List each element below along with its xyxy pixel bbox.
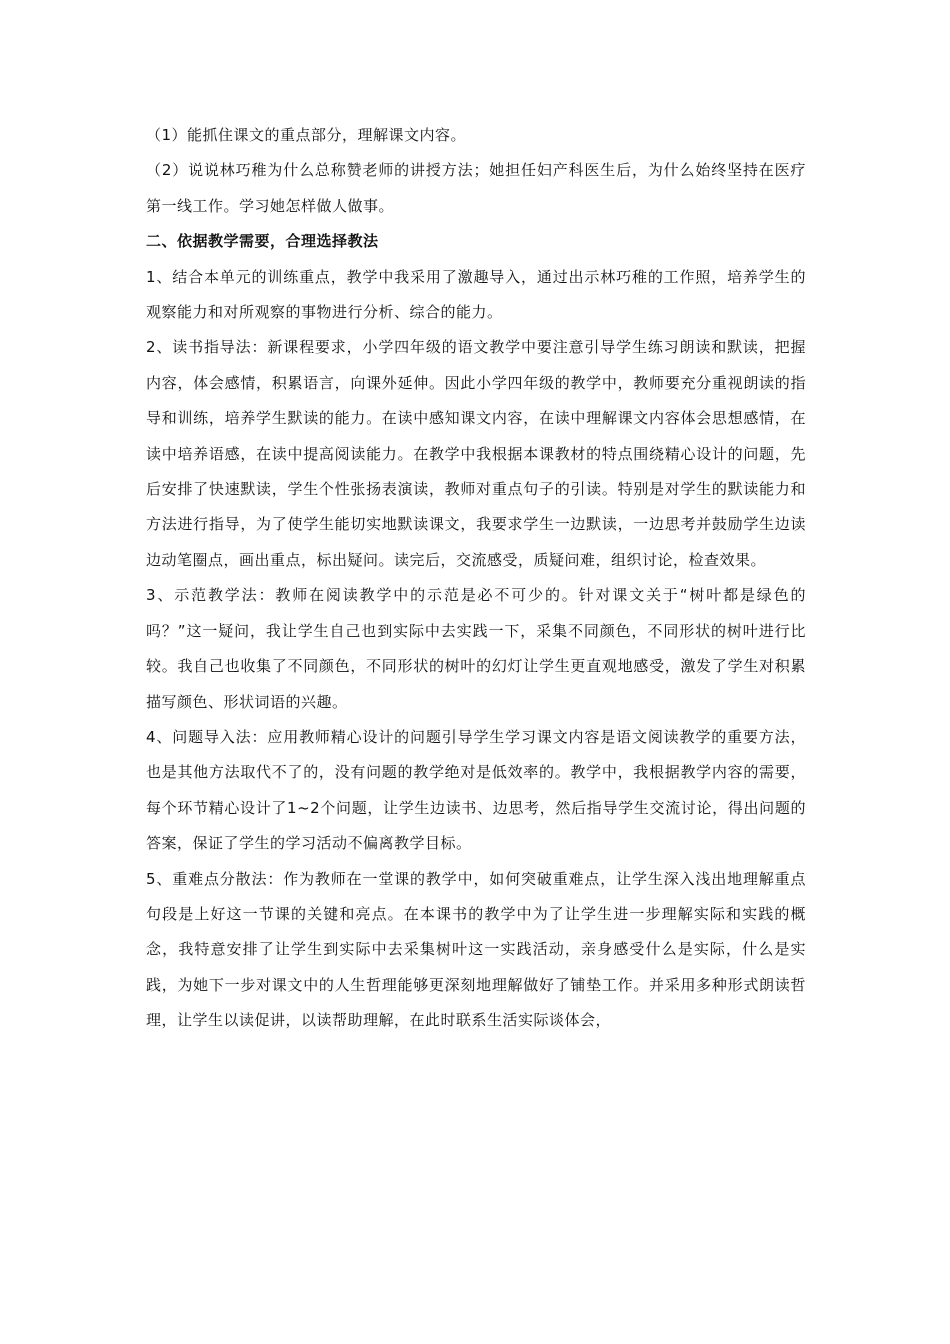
objective-2-paragraph: （2）说说林巧稚为什么总称赞老师的讲授方法；她担任妇产科医生后，为什么始终坚持在医疗第一线工作。学习她怎样做人做事。 bbox=[146, 161, 806, 215]
method-5-paragraph: 5、重难点分散法：作为教师在一堂课的教学中，如何突破重难点，让学生深入浅出地理解重点句段是上好这一节课的关键和亮点。在本课书的教学中为了让学生进一步理解实际和实践的概念，我特意安排了让学生到实际中去采集树叶这一实践活动，亲身感受什么是实际，什么是实践，为她下一步对课文中的人生哲理能够更深刻地理解做好了铺垫工作。并采用多种形式朗读哲理，让学生以读促讲，以读帮助理解，在此时联系生活实际谈体会， bbox=[146, 869, 806, 1030]
method-1-paragraph: 1、结合本单元的训练重点，教学中我采用了激趣导入，通过出示林巧稚的工作照，培养学生的观察能力和对所观察的事物进行分析、综合的能力。 bbox=[146, 267, 806, 322]
document-body bbox=[146, 118, 806, 1039]
method-2-paragraph: 2、读书指导法：新课程要求，小学四年级的语文教学中要注意引导学生练习朗读和默读，把握内容，体会感情，积累语言，向课外延伸。因此小学四年级的教学中，教师要充分重视朗读的指导和训练，培养学生默读的能力。在读中感知课文内容，在读中理解课文内容体会思想感情，在读中培养语感，在读中提高阅读能力。在教学中我根据本课教材的特点围绕精心设计的问题，先后安排了快速默读，学生个性张扬表演读，教师对重点句子的引读。特别是对学生的默读能力和方法进行指导，为了使学生能切实地默读课文，我要求学生一边默读，一边思考并鼓励学生边读边动笔圈点，画出重点，标出疑问。读完后，交流感受，质疑问难，组织讨论，检查效果。 bbox=[146, 338, 806, 569]
objective-1-paragraph: （1）能抓住课文的重点部分，理解课文内容。 bbox=[146, 126, 467, 144]
section-heading: 二、依据教学需要，合理选择教法 bbox=[146, 232, 379, 251]
method-4-paragraph: 4、问题导入法：应用教师精心设计的问题引导学生学习课文内容是语文阅读教学的重要方法，也是其他方法取代不了的，没有问题的教学绝对是低效率的。教学中，我根据教学内容的需要，每个环节精心设计了1~2个问题，让学生边读书、边思考，然后指导学生交流讨论，得出问题的答案，保证了学生的学习活动不偏离教学目标。 bbox=[146, 727, 806, 853]
method-3-paragraph: 3、示范教学法：教师在阅读教学中的示范是必不可少的。针对课文关于“树叶都是绿色的吗？”这一疑问，我让学生自己也到实际中去实践一下，采集不同颜色，不同形状的树叶进行比较。我自己也收集了不同颜色，不同形状的树叶的幻灯让学生更直观地感受，激发了学生对积累描写颜色、形状词语的兴趣。 bbox=[146, 586, 806, 711]
